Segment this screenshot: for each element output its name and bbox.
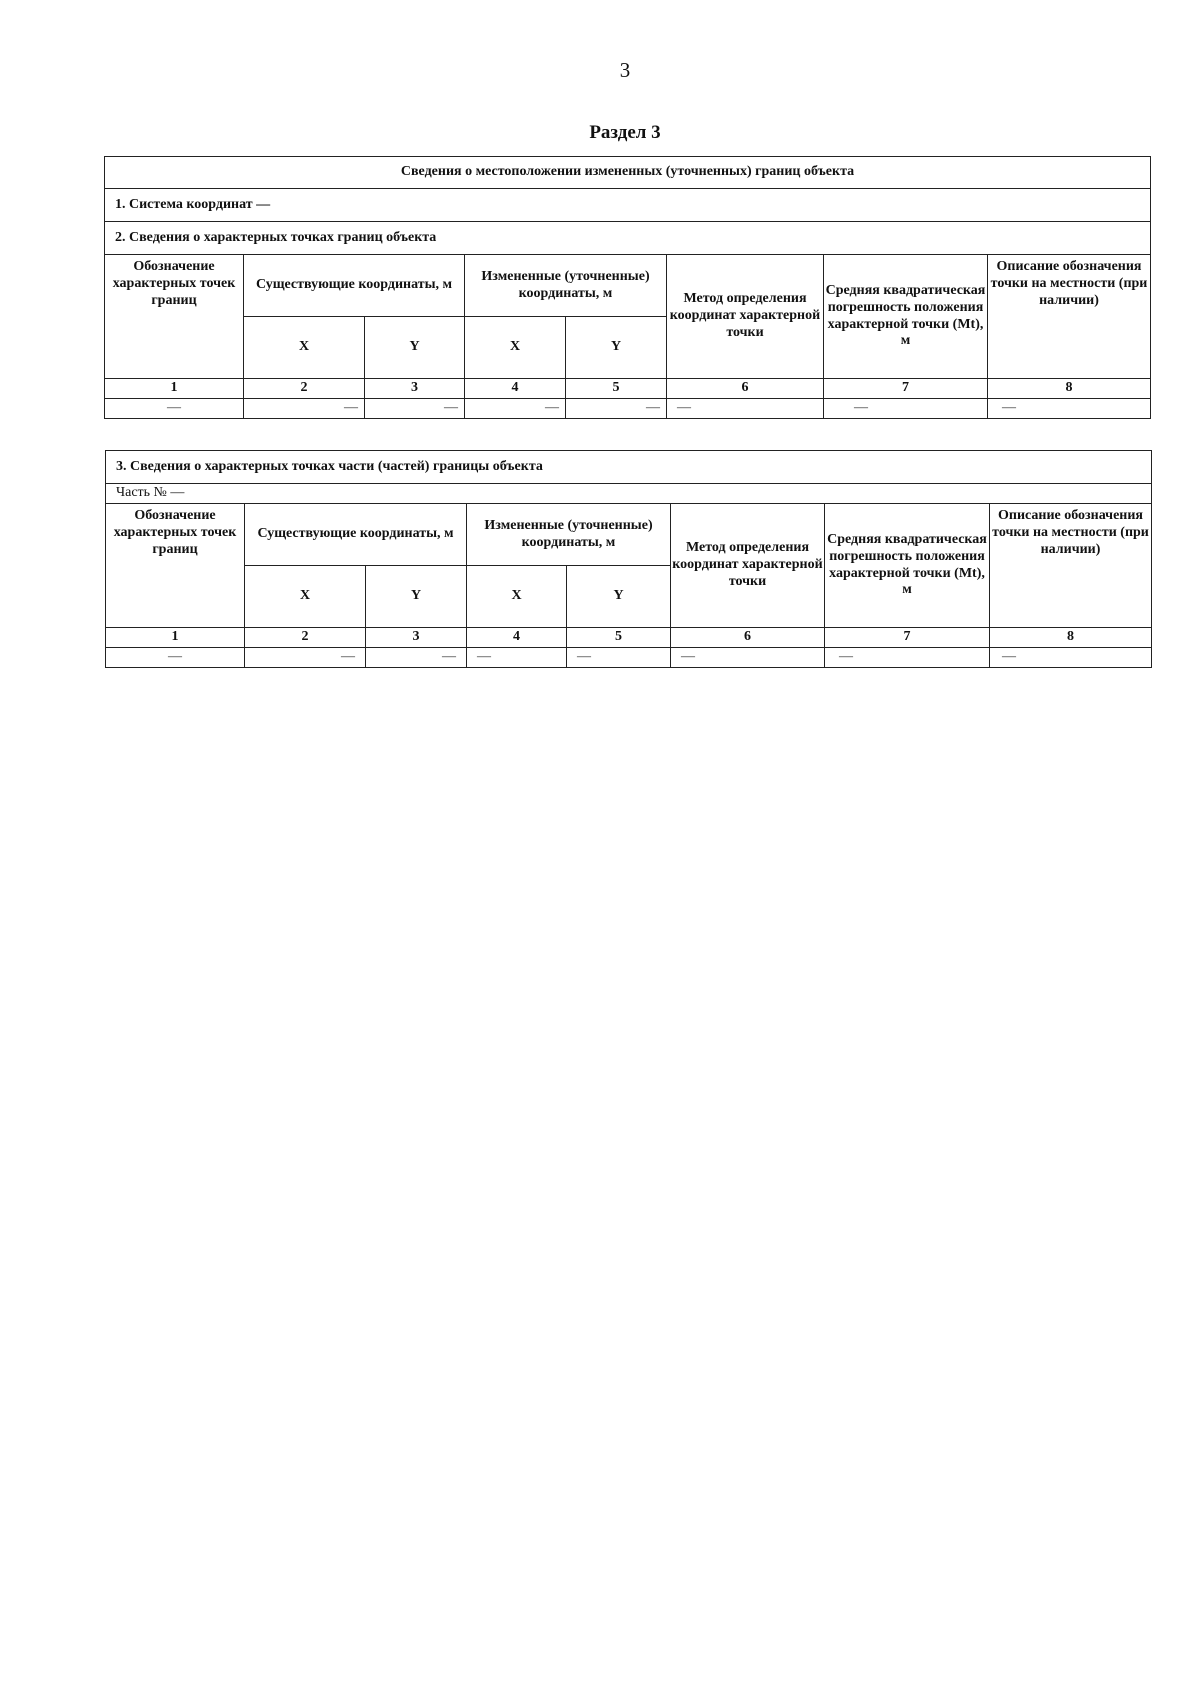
col-number: 2	[245, 628, 366, 648]
data-cell: —	[667, 399, 824, 419]
data-cell: —	[990, 648, 1152, 668]
data-cell: —	[105, 399, 244, 419]
col-number: 8	[988, 379, 1151, 399]
header-error: Средняя квадратическая погрешность положения характерной точки (Mt), м	[824, 255, 988, 379]
header-y-changed: Y	[566, 317, 667, 379]
boundaries-table	[104, 156, 1151, 419]
data-cell: —	[465, 399, 566, 419]
data-cell: —	[245, 648, 366, 668]
col-number: 2	[244, 379, 365, 399]
header-y-changed: Y	[567, 566, 671, 628]
data-cell: —	[467, 648, 567, 668]
col-number: 3	[365, 379, 465, 399]
data-cell: —	[244, 399, 365, 419]
header-x-changed: X	[465, 317, 566, 379]
boundary-parts-table	[105, 450, 1152, 668]
header-method: Метод определения координат характерной точки	[667, 255, 824, 379]
col-number: 8	[990, 628, 1152, 648]
col-number: 6	[667, 379, 824, 399]
header-x-existing: X	[244, 317, 365, 379]
header-changed-coordinates: Измененные (уточненные) координаты, м	[467, 504, 671, 566]
section-title: Раздел 3	[589, 122, 661, 143]
header-changed-coordinates: Измененные (уточненные) координаты, м	[465, 255, 667, 317]
data-cell: —	[671, 648, 825, 668]
col-number: 1	[106, 628, 245, 648]
part-points-section-row: 3. Сведения о характерных точках части (частей) границы объекта	[106, 451, 1152, 484]
header-x-changed: X	[467, 566, 567, 628]
col-number: 6	[671, 628, 825, 648]
part-number-row: Часть № —	[106, 484, 1152, 504]
data-cell: —	[365, 399, 465, 419]
data-cell: —	[824, 399, 988, 419]
col-number: 5	[567, 628, 671, 648]
header-designation: Обозначение характерных точек границ	[105, 255, 244, 379]
header-designation: Обозначение характерных точек границ	[106, 504, 245, 628]
header-error: Средняя квадратическая погрешность положения характерной точки (Mt), м	[825, 504, 990, 628]
header-existing-coordinates: Существующие координаты, м	[244, 255, 465, 317]
data-cell: —	[825, 648, 990, 668]
table-title: Сведения о местоположении измененных (уточненных) границ объекта	[105, 157, 1151, 189]
col-number: 7	[825, 628, 990, 648]
col-number: 4	[467, 628, 567, 648]
header-existing-coordinates: Существующие координаты, м	[245, 504, 467, 566]
page-number: 3	[619, 58, 631, 82]
coordinate-system-row: 1. Система координат —	[105, 189, 1151, 222]
data-cell: —	[567, 648, 671, 668]
header-description: Описание обозначения точки на местности (при наличии)	[990, 504, 1152, 628]
points-section-row: 2. Сведения о характерных точках границ объекта	[105, 222, 1151, 255]
header-y-existing: Y	[366, 566, 467, 628]
data-cell: —	[988, 399, 1151, 419]
col-number: 4	[465, 379, 566, 399]
data-cell: —	[366, 648, 467, 668]
col-number: 1	[105, 379, 244, 399]
header-description: Описание обозначения точки на местности (при наличии)	[988, 255, 1151, 379]
data-cell: —	[566, 399, 667, 419]
header-method: Метод определения координат характерной точки	[671, 504, 825, 628]
data-cell: —	[106, 648, 245, 668]
col-number: 3	[366, 628, 467, 648]
col-number: 7	[824, 379, 988, 399]
header-x-existing: X	[245, 566, 366, 628]
header-y-existing: Y	[365, 317, 465, 379]
col-number: 5	[566, 379, 667, 399]
